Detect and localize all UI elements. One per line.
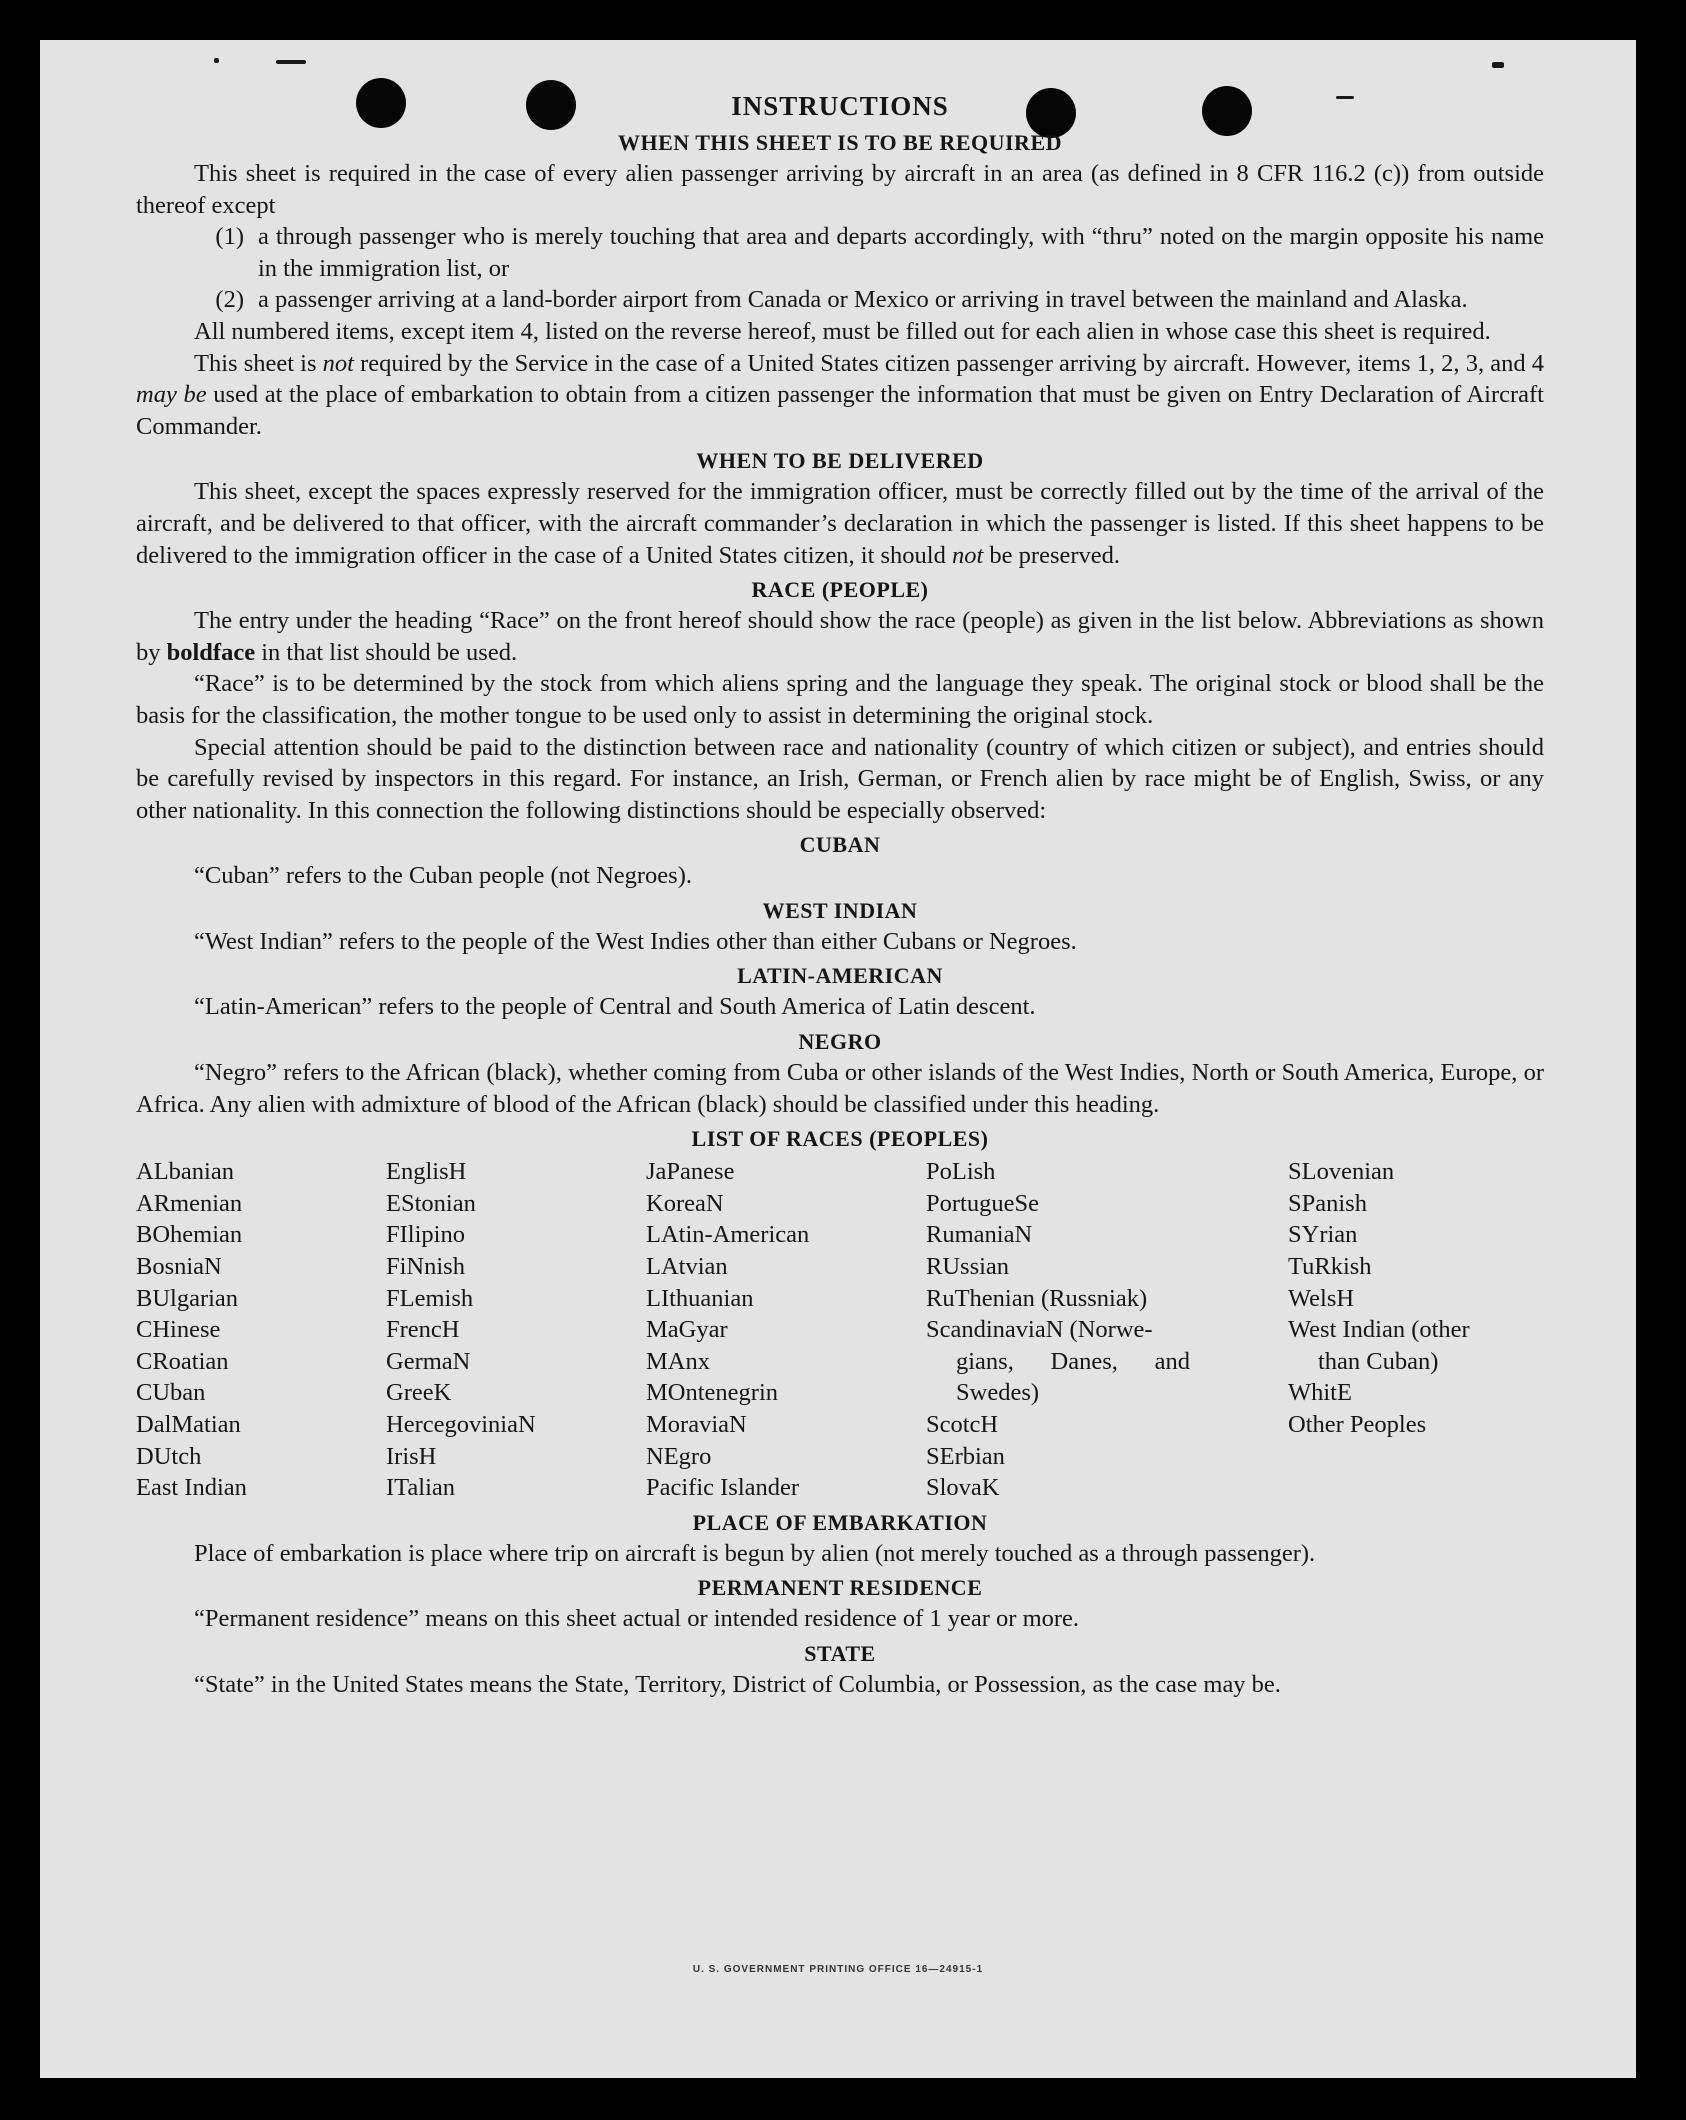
race-entry: LIthuanian	[646, 1284, 754, 1312]
race-entry: GreeK	[386, 1379, 452, 1407]
race-entry: FrencH	[386, 1316, 460, 1344]
section-heading: PLACE OF EMBARKATION	[692, 1509, 988, 1535]
bold-text: boldface	[166, 638, 256, 666]
list-item	[136, 284, 1544, 316]
text-run: in that list should be used.	[255, 638, 518, 666]
scan-mark	[214, 58, 219, 63]
race-entry: Other Peoples	[1288, 1411, 1427, 1438]
race-entry: FLemish	[386, 1284, 474, 1312]
paragraph: “Race” is to be determined by the stock from which aliens spring and the language they speak. The original stock or blood shall be the basis for the classification, the mother tongue to be used only to assist in determining the original stock.	[136, 670, 1544, 729]
races-list	[136, 1156, 1544, 1504]
race-entry: MAnx	[646, 1347, 710, 1375]
paragraph: “West Indian” refers to the people of the West Indies other than either Cubans or Negroes.	[194, 927, 1077, 955]
race-entry: GermaN	[386, 1347, 471, 1375]
section-heading: WHEN TO BE DELIVERED	[696, 448, 984, 474]
section-heading: WEST INDIAN	[762, 897, 918, 923]
paragraph: “Latin-American” refers to the people of Central and South America of Latin descent.	[194, 993, 1036, 1021]
paragraph: “State” in the United States means the State, Territory, District of Columbia, or Possession, as the case may be.	[194, 1670, 1281, 1698]
race-entry: HercegoviniaN	[386, 1411, 536, 1438]
item-text: a through passenger who is merely touching that area and departs accordingly, with “thru” noted on the margin opposite his name in the immigration list, or	[258, 223, 1544, 282]
paragraph	[136, 476, 1544, 571]
race-entry: MaGyar	[646, 1316, 728, 1344]
section-heading: PERMANENT RESIDENCE	[697, 1575, 983, 1601]
race-entry: TuRkish	[1288, 1253, 1372, 1281]
race-entry-continued: than Cuban)	[1318, 1347, 1439, 1375]
scan-mark	[1492, 62, 1504, 68]
item-text: a passenger arriving at a land-border airport from Canada or Mexico or arriving in travel between the mainland and Alaska.	[258, 286, 1468, 314]
races-column	[926, 1156, 1288, 1504]
race-entry: SErbian	[926, 1442, 1005, 1470]
paragraph: Place of embarkation is place where trip on aircraft is begun by alien (not merely touched as a through passenger).	[194, 1539, 1316, 1567]
emphasis: not	[951, 541, 984, 569]
section-heading: LIST OF RACES (PEOPLES)	[691, 1126, 989, 1152]
section-heading: RACE (PEOPLE)	[751, 577, 929, 603]
race-entry: RUssian	[926, 1253, 1010, 1281]
section-heading: WHEN THIS SHEET IS TO BE REQUIRED	[617, 130, 1063, 155]
scan-mark	[276, 60, 306, 64]
race-word: and	[1154, 1347, 1190, 1375]
race-entry: BOhemian	[136, 1221, 243, 1249]
page-title: INSTRUCTIONS	[731, 91, 949, 121]
text-run: This sheet is	[194, 349, 323, 377]
race-entry: ScandinaviaN (Norwe-	[926, 1316, 1153, 1344]
paragraph: All numbered items, except item 4, listed on the reverse hereof, must be filled out for each alien in whose case this sheet is required.	[194, 317, 1491, 345]
race-entry: ARmenian	[136, 1189, 243, 1217]
race-entry: WelsH	[1288, 1284, 1355, 1312]
race-word: Danes,	[1050, 1347, 1118, 1375]
race-entry: MOntenegrin	[646, 1379, 778, 1407]
paragraph	[136, 348, 1544, 443]
race-entry: BUlgarian	[136, 1284, 239, 1312]
text-run: This sheet, except the spaces expressly reserved for the immigration officer, must be correctly filled out by the time of the arrival of the aircraft, and be delivered to that officer, with the aircraft commander’s declaration in which the passenger is listed. If this sheet happens to be delivered to the immigration officer in the case of a United States citizen, it should	[136, 478, 1544, 569]
race-entry: NEgro	[646, 1442, 712, 1470]
race-entry: PoLish	[926, 1158, 996, 1186]
race-entry: LAtin-American	[646, 1221, 810, 1249]
races-column	[646, 1156, 926, 1504]
race-entry: RuThenian (Russniak)	[926, 1284, 1148, 1312]
race-entry: BosniaN	[136, 1253, 222, 1281]
race-entry: DalMatian	[136, 1411, 241, 1438]
race-entry: CUban	[136, 1379, 206, 1407]
race-entry-continued	[926, 1346, 1190, 1378]
text-run: The entry under the heading “Race” on the front hereof should show the race (people) as given in the list below. Abbreviations as shown by	[136, 607, 1544, 666]
document-page	[40, 40, 1636, 2078]
item-number: (2)	[215, 286, 244, 314]
instructions-body	[136, 88, 1544, 1701]
item-number: (1)	[215, 223, 244, 251]
race-entry: FiNnish	[386, 1253, 465, 1281]
race-entry: CRoatian	[136, 1347, 229, 1375]
paragraph	[136, 605, 1544, 668]
races-column	[386, 1156, 646, 1504]
race-entry: East Indian	[136, 1474, 247, 1502]
race-entry: PortugueSe	[926, 1189, 1039, 1217]
paragraph: “Cuban” refers to the Cuban people (not Negroes).	[194, 862, 692, 890]
race-entry: KoreaN	[646, 1189, 724, 1217]
race-entry: SlovaK	[926, 1474, 1000, 1502]
printer-imprint: U. S. GOVERNMENT PRINTING OFFICE 16—24915-1	[692, 1964, 984, 1975]
race-entry: SLovenian	[1288, 1158, 1395, 1186]
race-entry: JaPanese	[646, 1158, 735, 1186]
race-entry: DUtch	[136, 1442, 202, 1470]
text-run: required by the Service in the case of a United States citizen passenger arriving by aircraft. However, items 1, 2, 3, and 4	[353, 349, 1544, 377]
race-entry: FIlipino	[386, 1221, 465, 1249]
race-entry-continued: Swedes)	[956, 1379, 1040, 1407]
race-entry: EnglisH	[386, 1158, 467, 1186]
race-entry: ALbanian	[136, 1158, 234, 1186]
race-entry: ScotcH	[926, 1411, 999, 1438]
race-entry: WhitE	[1288, 1379, 1352, 1407]
races-column	[1288, 1156, 1538, 1504]
races-column	[136, 1156, 386, 1504]
race-entry: SYrian	[1288, 1221, 1358, 1249]
section-heading: NEGRO	[798, 1029, 882, 1055]
race-entry: Pacific Islander	[646, 1474, 800, 1502]
section-heading: STATE	[804, 1640, 876, 1666]
race-entry: ITalian	[386, 1474, 456, 1502]
race-entry: RumaniaN	[926, 1221, 1033, 1249]
section-heading: CUBAN	[799, 832, 881, 858]
paragraph: This sheet is required in the case of every alien passenger arriving by aircraft in an area (as defined in 8 CFR 116.2 (c)) from outside thereof except	[136, 160, 1544, 219]
race-entry: CHinese	[136, 1316, 221, 1344]
text-run: used at the place of embarkation to obtain from a citizen passenger the information that must be given on Entry Declaration of Aircraft Commander.	[136, 381, 1544, 440]
text-run: be preserved.	[983, 541, 1121, 569]
list-item	[136, 221, 1544, 284]
paragraph: “Permanent residence” means on this sheet actual or intended residence of 1 year or more.	[194, 1605, 1080, 1633]
emphasis: may be	[136, 381, 207, 409]
paragraph: Special attention should be paid to the distinction between race and nationality (country of which citizen or subject), and entries should be carefully revised by inspectors in this regard. For instance, an Irish, German, or French alien by race might be of English, Swiss, or any other nationality. In this connection the following distinctions should be especially observed:	[136, 733, 1544, 824]
paragraph: “Negro” refers to the African (black), whether coming from Cuba or other islands of the West Indies, North or South America, Europe, or Africa. Any alien with admixture of blood of the African (black) should be classified under this heading.	[136, 1059, 1544, 1118]
race-entry: EStonian	[386, 1189, 476, 1217]
emphasis: not	[322, 349, 354, 377]
race-entry: LAtvian	[646, 1253, 728, 1281]
race-word: gians,	[956, 1347, 1014, 1375]
section-heading: LATIN-AMERICAN	[737, 963, 943, 989]
race-entry: IrisH	[386, 1442, 437, 1470]
race-entry: MoraviaN	[646, 1411, 747, 1438]
race-entry: West Indian (other	[1288, 1316, 1470, 1344]
race-entry: SPanish	[1288, 1189, 1367, 1217]
